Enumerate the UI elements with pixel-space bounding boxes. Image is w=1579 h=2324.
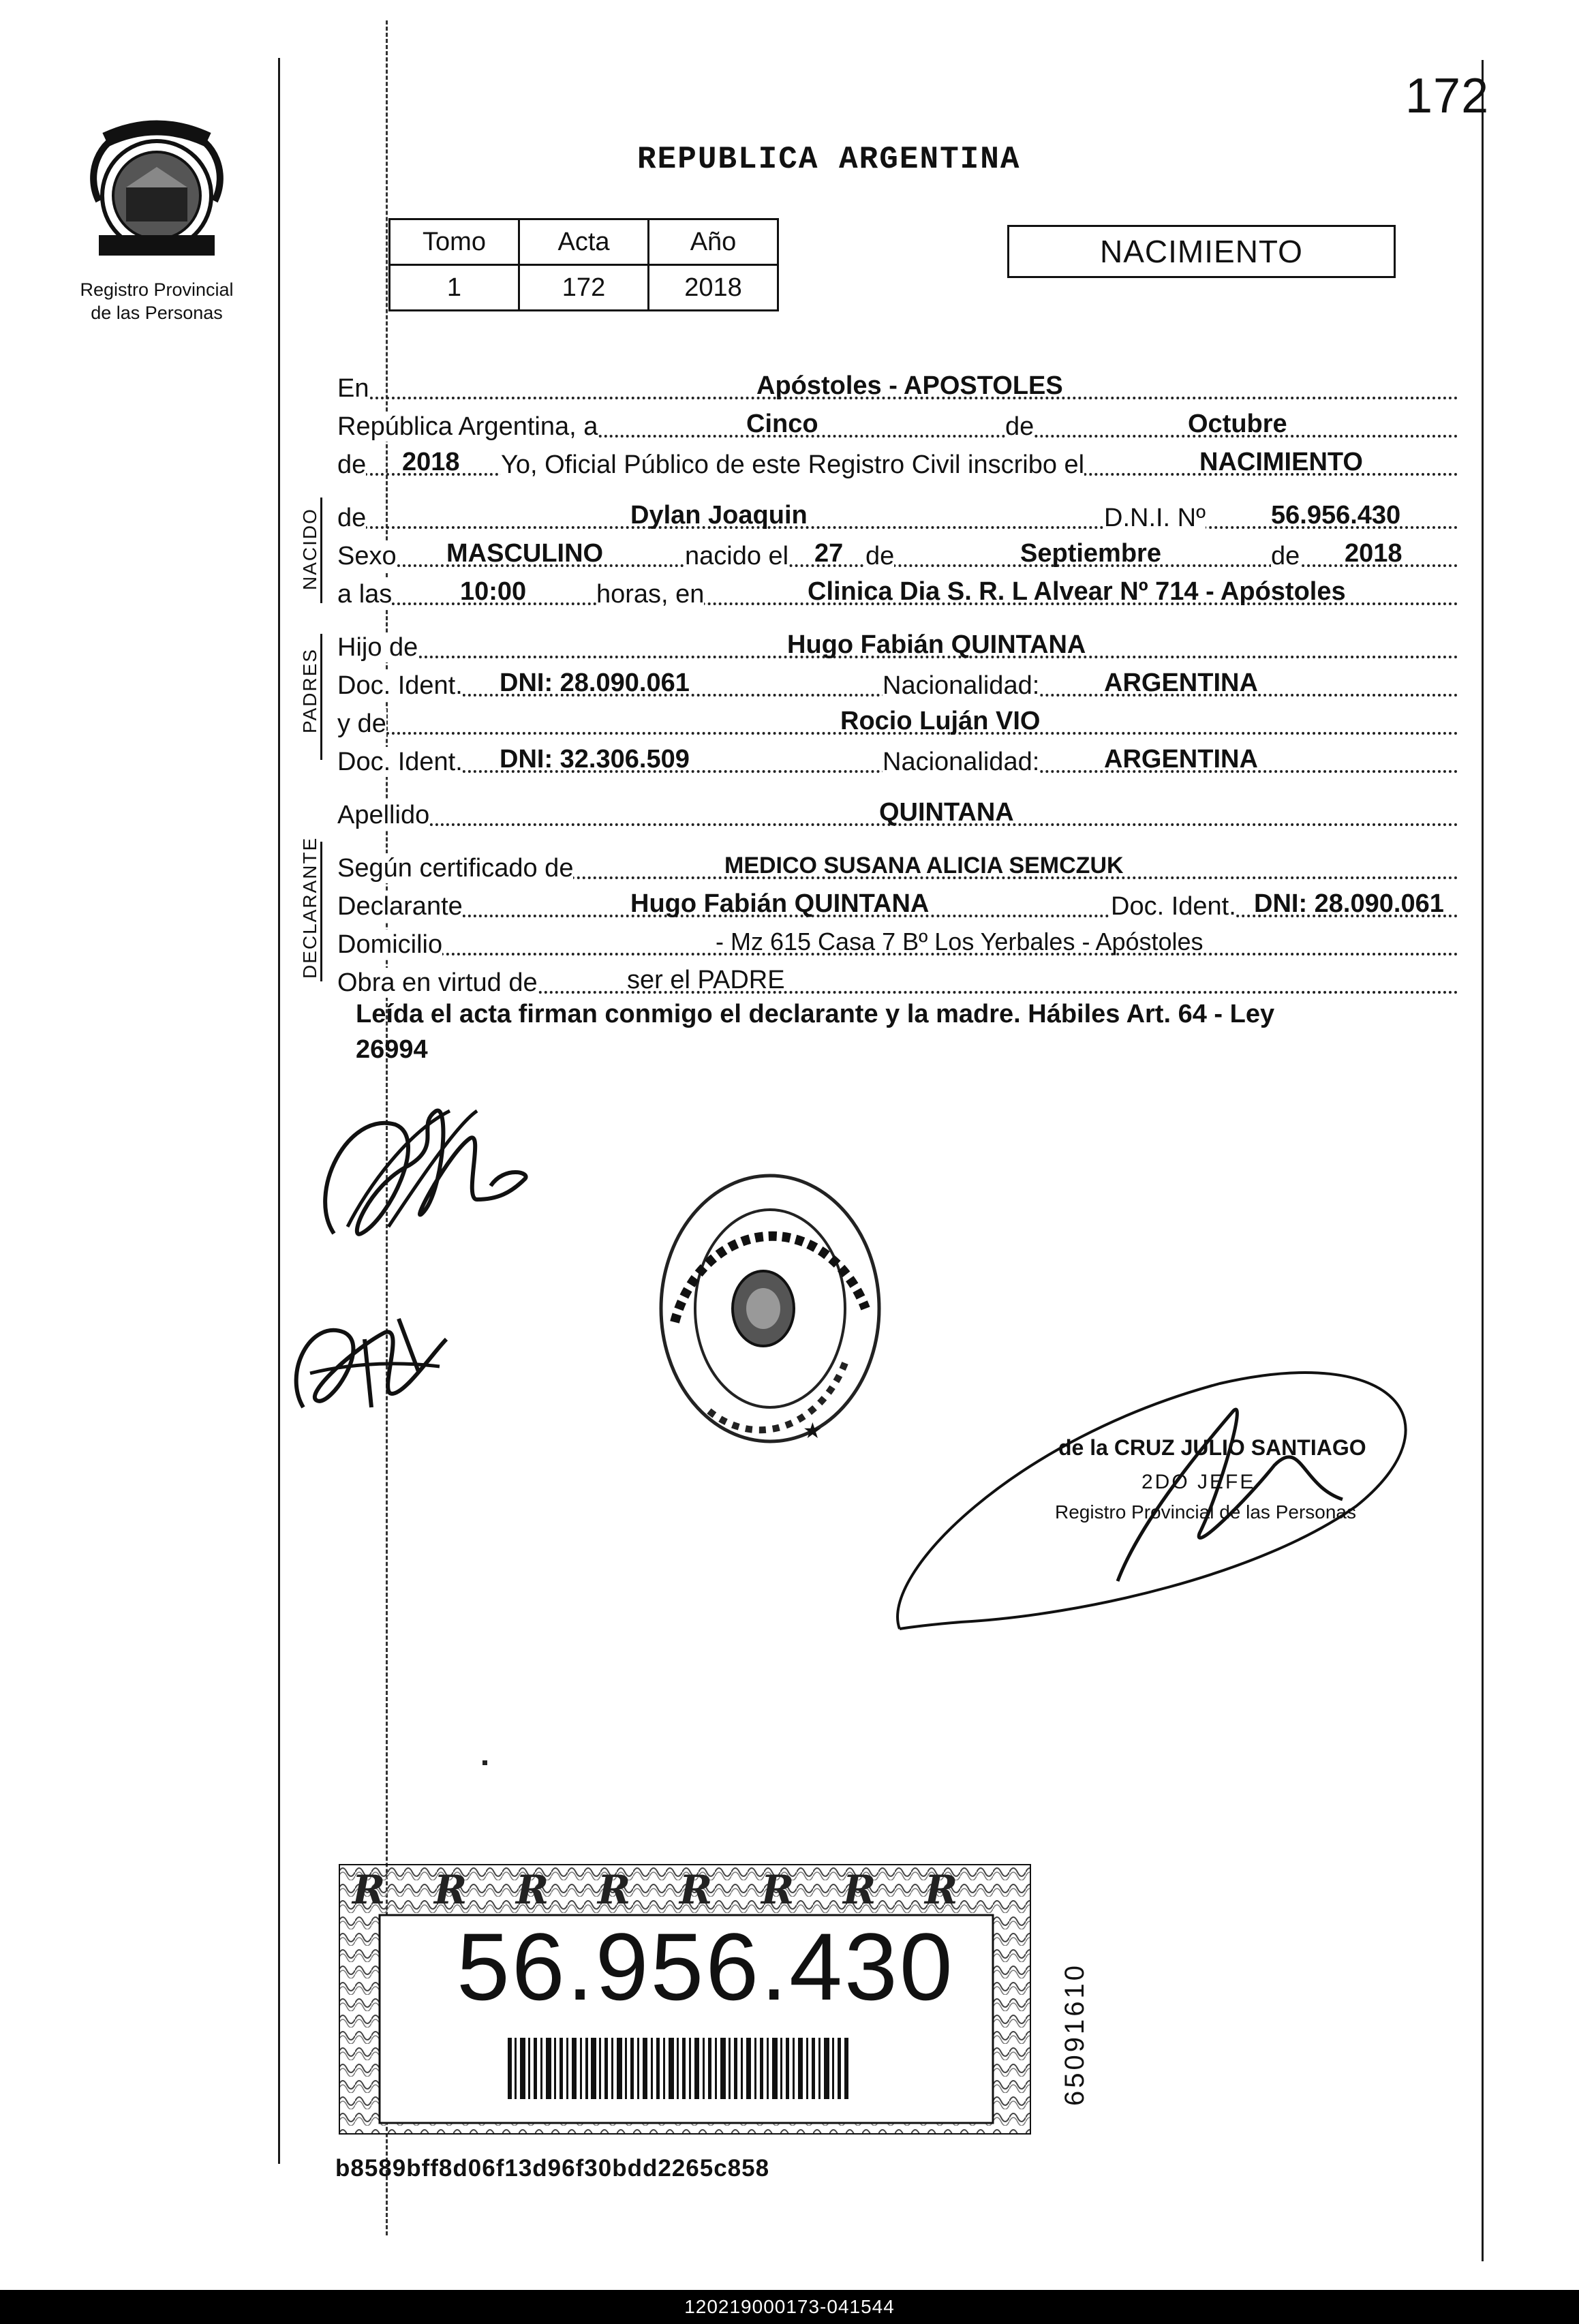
right-margin-line bbox=[1482, 60, 1484, 2261]
anio-value: 2018 bbox=[402, 448, 460, 476]
document-hash: b8589bff8d06f13d96f30bdd2265c858 bbox=[335, 2155, 770, 2182]
sexo-label: Sexo bbox=[337, 542, 397, 570]
declarante-label: Declarante bbox=[337, 892, 463, 921]
nombre-label: de bbox=[337, 504, 367, 532]
doc2-label: Doc. Ident. bbox=[337, 748, 463, 776]
certificado-value: MEDICO SUSANA ALICIA SEMCZUK bbox=[724, 853, 1124, 878]
row-lugar-registro bbox=[337, 365, 1458, 403]
svg-text:R: R bbox=[598, 1867, 631, 1913]
hora-label: a las bbox=[337, 580, 393, 609]
doc3-value: DNI: 28.090.061 bbox=[1254, 889, 1444, 918]
row-madre bbox=[337, 701, 1458, 739]
nac2-value: ARGENTINA bbox=[1104, 745, 1258, 774]
madre-value: Rocio Luján VIO bbox=[840, 707, 1041, 735]
apellido-value: QUINTANA bbox=[879, 798, 1014, 827]
barcode bbox=[508, 2038, 848, 2099]
page-number: 172 bbox=[1405, 69, 1490, 123]
row-nombre bbox=[337, 495, 1458, 533]
nac-de-label: de bbox=[865, 542, 895, 570]
doc1-label: Doc. Ident. bbox=[337, 671, 463, 700]
row-obra bbox=[337, 960, 1458, 998]
svg-text:R: R bbox=[761, 1867, 795, 1913]
section-label-padres: PADRES bbox=[299, 647, 320, 733]
svg-text:★: ★ bbox=[803, 1418, 823, 1443]
delegation-round-seal bbox=[647, 1152, 893, 1472]
closing-line1: Leída el acta firman conmigo el declarante y la madre. Hábiles Art. 64 - Ley bbox=[356, 1000, 1275, 1028]
nac-mes: Septiembre bbox=[1020, 539, 1161, 568]
oficial-text: Yo, Oficial Público de este Registro Civil inscribo el bbox=[501, 450, 1085, 479]
certificado-label: Según certificado de bbox=[337, 854, 574, 883]
de2-label: de bbox=[337, 450, 367, 479]
closing-text bbox=[356, 996, 1446, 1067]
left-margin-line bbox=[278, 58, 280, 2164]
nac-dia: 27 bbox=[814, 539, 844, 568]
section-bracket bbox=[320, 842, 322, 981]
signature-madre bbox=[283, 1291, 460, 1428]
seal-label-line2: de las Personas bbox=[91, 303, 223, 323]
domicilio-label: Domicilio bbox=[337, 930, 443, 959]
mes-value: Octubre bbox=[1188, 410, 1287, 438]
closing-line2: 26994 bbox=[356, 1035, 428, 1064]
svg-text:R: R bbox=[352, 1867, 386, 1913]
doc3-label: Doc. Ident. bbox=[1111, 892, 1236, 921]
apellido-label: Apellido bbox=[337, 801, 430, 829]
de-label: de bbox=[1005, 412, 1034, 441]
sexo-value: MASCULINO bbox=[446, 539, 604, 568]
republica-label: República Argentina, a bbox=[337, 412, 598, 441]
record-table-header: Año bbox=[649, 219, 778, 265]
record-table-cell: 172 bbox=[519, 265, 649, 311]
dni-value: 56.956.430 bbox=[1271, 501, 1401, 530]
obra-label: Obra en virtud de bbox=[337, 968, 538, 997]
seal-label bbox=[72, 278, 242, 324]
row-hora bbox=[337, 571, 1458, 609]
doc2-value: DNI: 32.306.509 bbox=[500, 745, 690, 774]
row-fecha bbox=[337, 403, 1458, 442]
svg-text:R: R bbox=[434, 1867, 467, 1913]
row-declarante bbox=[337, 883, 1458, 921]
nacido-label: nacido el bbox=[685, 542, 789, 570]
row-doc-padre bbox=[337, 662, 1458, 701]
official-signature-loop bbox=[879, 1356, 1445, 1642]
record-table bbox=[388, 218, 779, 311]
section-label-nacido: NACIDO bbox=[299, 508, 320, 590]
padre-value: Hugo Fabián QUINTANA bbox=[787, 630, 1086, 659]
row-domicilio bbox=[337, 921, 1458, 960]
nac-de2-label: de bbox=[1271, 542, 1300, 570]
mark-dot bbox=[482, 1760, 487, 1765]
row-certificado bbox=[337, 845, 1458, 883]
dni-big-number: 56.956.430 bbox=[457, 1913, 955, 2020]
yde-label: y de bbox=[337, 709, 386, 738]
lugar-value: Clinica Dia S. R. L Alvear Nº 714 - Apóstoles bbox=[808, 577, 1346, 606]
row-oficial bbox=[337, 442, 1458, 480]
nac-anio: 2018 bbox=[1345, 539, 1402, 568]
hora-value: 10:00 bbox=[460, 577, 527, 606]
record-table-header: Tomo bbox=[390, 219, 519, 265]
en-label: En bbox=[337, 374, 369, 403]
hijo-label: Hijo de bbox=[337, 633, 418, 662]
declarante-value: Hugo Fabián QUINTANA bbox=[630, 889, 930, 918]
nac2-label: Nacionalidad: bbox=[883, 748, 1040, 776]
svg-text:R: R bbox=[516, 1867, 549, 1913]
dni-label: D.N.I. Nº bbox=[1104, 504, 1206, 532]
section-bracket bbox=[320, 634, 322, 760]
record-table-cell: 1 bbox=[390, 265, 519, 311]
official-name: de la CRUZ JULIO SANTIAGO bbox=[1058, 1435, 1366, 1460]
footer-code: 120219000173-041544 bbox=[684, 2296, 895, 2317]
record-type-box: NACIMIENTO bbox=[1007, 225, 1396, 278]
official-office: Registro Provincial de las Personas bbox=[1055, 1501, 1356, 1523]
row-apellido bbox=[337, 792, 1458, 830]
official-role: 2DO JEFE bbox=[1141, 1471, 1256, 1493]
inscribe-value: NACIMIENTO bbox=[1199, 448, 1363, 476]
sticker-serial: 65091610 bbox=[1060, 1963, 1090, 2106]
svg-text:R: R bbox=[679, 1867, 713, 1913]
horas-label: horas, en bbox=[596, 580, 705, 609]
province-seal-graphic bbox=[78, 119, 235, 273]
record-table-cell: 2018 bbox=[649, 265, 778, 311]
signature-declarante bbox=[307, 1084, 538, 1261]
record-table-header: Acta bbox=[519, 219, 649, 265]
footer-code-bar bbox=[0, 2290, 1579, 2324]
en-value: Apóstoles - APOSTOLES bbox=[756, 371, 1063, 400]
dia-value: Cinco bbox=[746, 410, 818, 438]
section-bracket bbox=[320, 498, 322, 603]
doc1-value: DNI: 28.090.061 bbox=[500, 669, 690, 697]
nombre-value: Dylan Joaquin bbox=[630, 501, 808, 530]
nac1-value: ARGENTINA bbox=[1104, 669, 1258, 697]
nac1-label: Nacionalidad: bbox=[883, 671, 1040, 700]
section-label-declarante: DECLARANTE bbox=[299, 836, 320, 979]
province-seal bbox=[78, 119, 235, 273]
seal-label-line1: Registro Provincial bbox=[80, 279, 234, 300]
row-doc-madre bbox=[337, 739, 1458, 777]
page-title: REPUBLICA ARGENTINA bbox=[637, 142, 1021, 177]
svg-text:R: R bbox=[843, 1867, 876, 1913]
row-padre bbox=[337, 624, 1458, 662]
svg-text:R: R bbox=[925, 1867, 958, 1913]
row-sexo bbox=[337, 533, 1458, 571]
domicilio-value: - Mz 615 Casa 7 Bº Los Yerbales - Apóstoles bbox=[716, 928, 1204, 955]
obra-value: ser el PADRE bbox=[627, 966, 785, 994]
